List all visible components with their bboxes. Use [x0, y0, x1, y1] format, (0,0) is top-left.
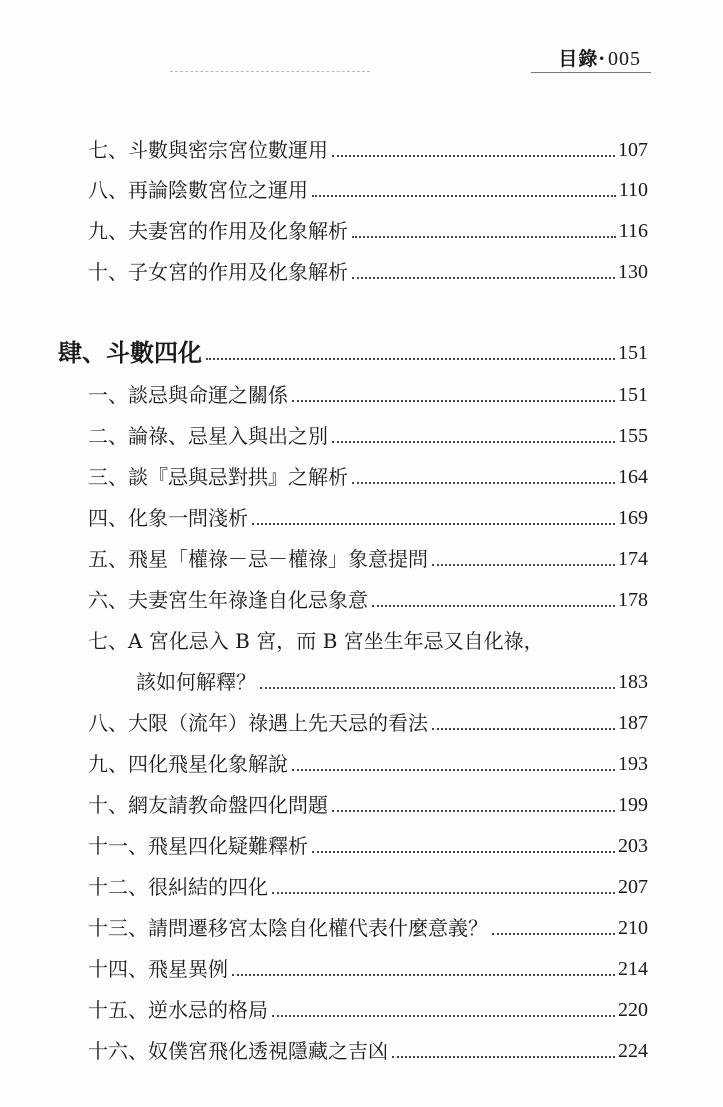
- toc-entry[interactable]: [88, 752, 648, 776]
- toc-entry-title: 七、A 宮化忌入 B 宮，而 B 宮坐生年忌又自化祿，: [88, 629, 544, 653]
- toc-entry-page: 193: [618, 753, 648, 775]
- section-title: 肆、斗數四化: [58, 338, 202, 367]
- toc-entry[interactable]: [88, 916, 648, 940]
- toc-entry-page: 183: [618, 671, 648, 693]
- toc-entry-title: 十一、飛星四化疑難釋析: [88, 834, 308, 858]
- toc-entry-title: 十、網友請教命盤四化問題: [88, 793, 328, 817]
- toc-entry-page: 214: [618, 958, 648, 980]
- dot-leader: [232, 974, 615, 976]
- dot-leader: [272, 1015, 615, 1017]
- toc-entry-title: 該如何解釋？: [136, 670, 256, 694]
- toc-entry[interactable]: [88, 219, 648, 243]
- running-header: [558, 44, 641, 71]
- header-label: 目錄: [558, 48, 599, 70]
- toc-entry-page: 220: [618, 999, 648, 1021]
- toc-entry-page: 224: [618, 1040, 648, 1062]
- dot-leader: [352, 482, 615, 484]
- dot-leader: [332, 155, 615, 157]
- toc-entry[interactable]: [88, 178, 648, 202]
- toc-entry-first-line[interactable]: [88, 629, 648, 653]
- dot-leader: [332, 810, 615, 812]
- toc-entry-page: 130: [618, 261, 648, 283]
- toc-entry-title: 十六、奴僕宮飛化透視隱藏之吉凶: [88, 1039, 388, 1063]
- dot-leader: [206, 358, 615, 360]
- dot-leader: [352, 277, 615, 279]
- toc-entry-page: 107: [618, 139, 648, 161]
- dot-leader: [372, 605, 615, 607]
- toc-entry[interactable]: [88, 138, 648, 162]
- toc-entry-title: 十二、很糾結的四化: [88, 875, 268, 899]
- dot-leader: [432, 564, 615, 566]
- dot-leader: [312, 851, 615, 853]
- toc-entry-continuation[interactable]: [136, 670, 648, 694]
- toc-entry[interactable]: [88, 465, 648, 489]
- header-page-number: 005: [608, 48, 641, 70]
- toc-entry-title: 十四、飛星異例: [88, 957, 228, 981]
- toc-entry-title: 八、大限（流年）祿遇上先天忌的看法: [88, 711, 428, 735]
- toc-entry[interactable]: [88, 1039, 648, 1063]
- toc-entry-title: 九、四化飛星化象解說: [88, 752, 288, 776]
- toc-entry-page: 155: [618, 425, 648, 447]
- dot-leader: [260, 687, 615, 689]
- toc-entry-page: 207: [618, 876, 648, 898]
- dot-leader: [292, 400, 615, 402]
- toc-entry-page: 169: [618, 507, 648, 529]
- dot-leader: [312, 195, 616, 197]
- toc-entry-page: 110: [618, 179, 648, 201]
- header-separator: ·: [598, 48, 606, 70]
- toc-entry-page: 203: [618, 835, 648, 857]
- toc-entry-page: 116: [618, 220, 648, 242]
- toc-entry[interactable]: [88, 957, 648, 981]
- toc-entry-title: 二、論祿、忌星入與出之別: [88, 424, 328, 448]
- header-rule: [531, 72, 651, 73]
- toc-entry[interactable]: [88, 424, 648, 448]
- dot-leader: [352, 236, 616, 238]
- dot-leader: [332, 441, 615, 443]
- toc-entry-page: 174: [618, 548, 648, 570]
- toc-entry-title: 四、化象一問淺析: [88, 506, 248, 530]
- toc-section-heading[interactable]: [58, 338, 648, 367]
- dot-leader: [432, 728, 615, 730]
- toc-entry[interactable]: [88, 834, 648, 858]
- section-page: 151: [618, 342, 648, 364]
- toc-entry-page: 187: [618, 712, 648, 734]
- toc-entry-title: 十五、逆水忌的格局: [88, 998, 268, 1022]
- dot-leader: [272, 892, 615, 894]
- dot-leader: [492, 933, 615, 935]
- toc-entry-page: 210: [618, 917, 648, 939]
- toc-entry-page: 178: [618, 589, 648, 611]
- dot-leader: [252, 523, 615, 525]
- toc-entry-title: 十、子女宮的作用及化象解析: [88, 260, 348, 284]
- toc-entry-page: 151: [618, 384, 648, 406]
- toc-entry-title: 三、談『忌與忌對拱』之解析: [88, 465, 348, 489]
- toc-entry[interactable]: [88, 506, 648, 530]
- toc-entry[interactable]: [88, 711, 648, 735]
- toc-entry-title: 十三、請問遷移宮太陰自化權代表什麼意義？: [88, 916, 488, 940]
- toc-entry-page: 164: [618, 466, 648, 488]
- toc-entry-title: 六、夫妻宮生年祿逢自化忌象意: [88, 588, 368, 612]
- toc-entry-page: 199: [618, 794, 648, 816]
- dot-leader: [392, 1056, 615, 1058]
- dot-leader: [292, 769, 615, 771]
- toc-entry[interactable]: [88, 383, 648, 407]
- toc-entry-title: 九、夫妻宮的作用及化象解析: [88, 219, 348, 243]
- toc-entry-title: 一、談忌與命運之關係: [88, 383, 288, 407]
- toc-entry-title: 七、斗數與密宗宮位數運用: [88, 138, 328, 162]
- toc-entry-title: 八、再論陰數宮位之運用: [88, 178, 308, 202]
- toc-entry[interactable]: [88, 260, 648, 284]
- toc-entry[interactable]: [88, 547, 648, 571]
- header-faint-rule: [170, 71, 370, 72]
- toc-entry-title: 五、飛星「權祿－忌－權祿」象意提問: [88, 547, 428, 571]
- toc-entry[interactable]: [88, 588, 648, 612]
- toc-entry[interactable]: [88, 998, 648, 1022]
- toc-entry[interactable]: [88, 793, 648, 817]
- toc-entry[interactable]: [88, 875, 648, 899]
